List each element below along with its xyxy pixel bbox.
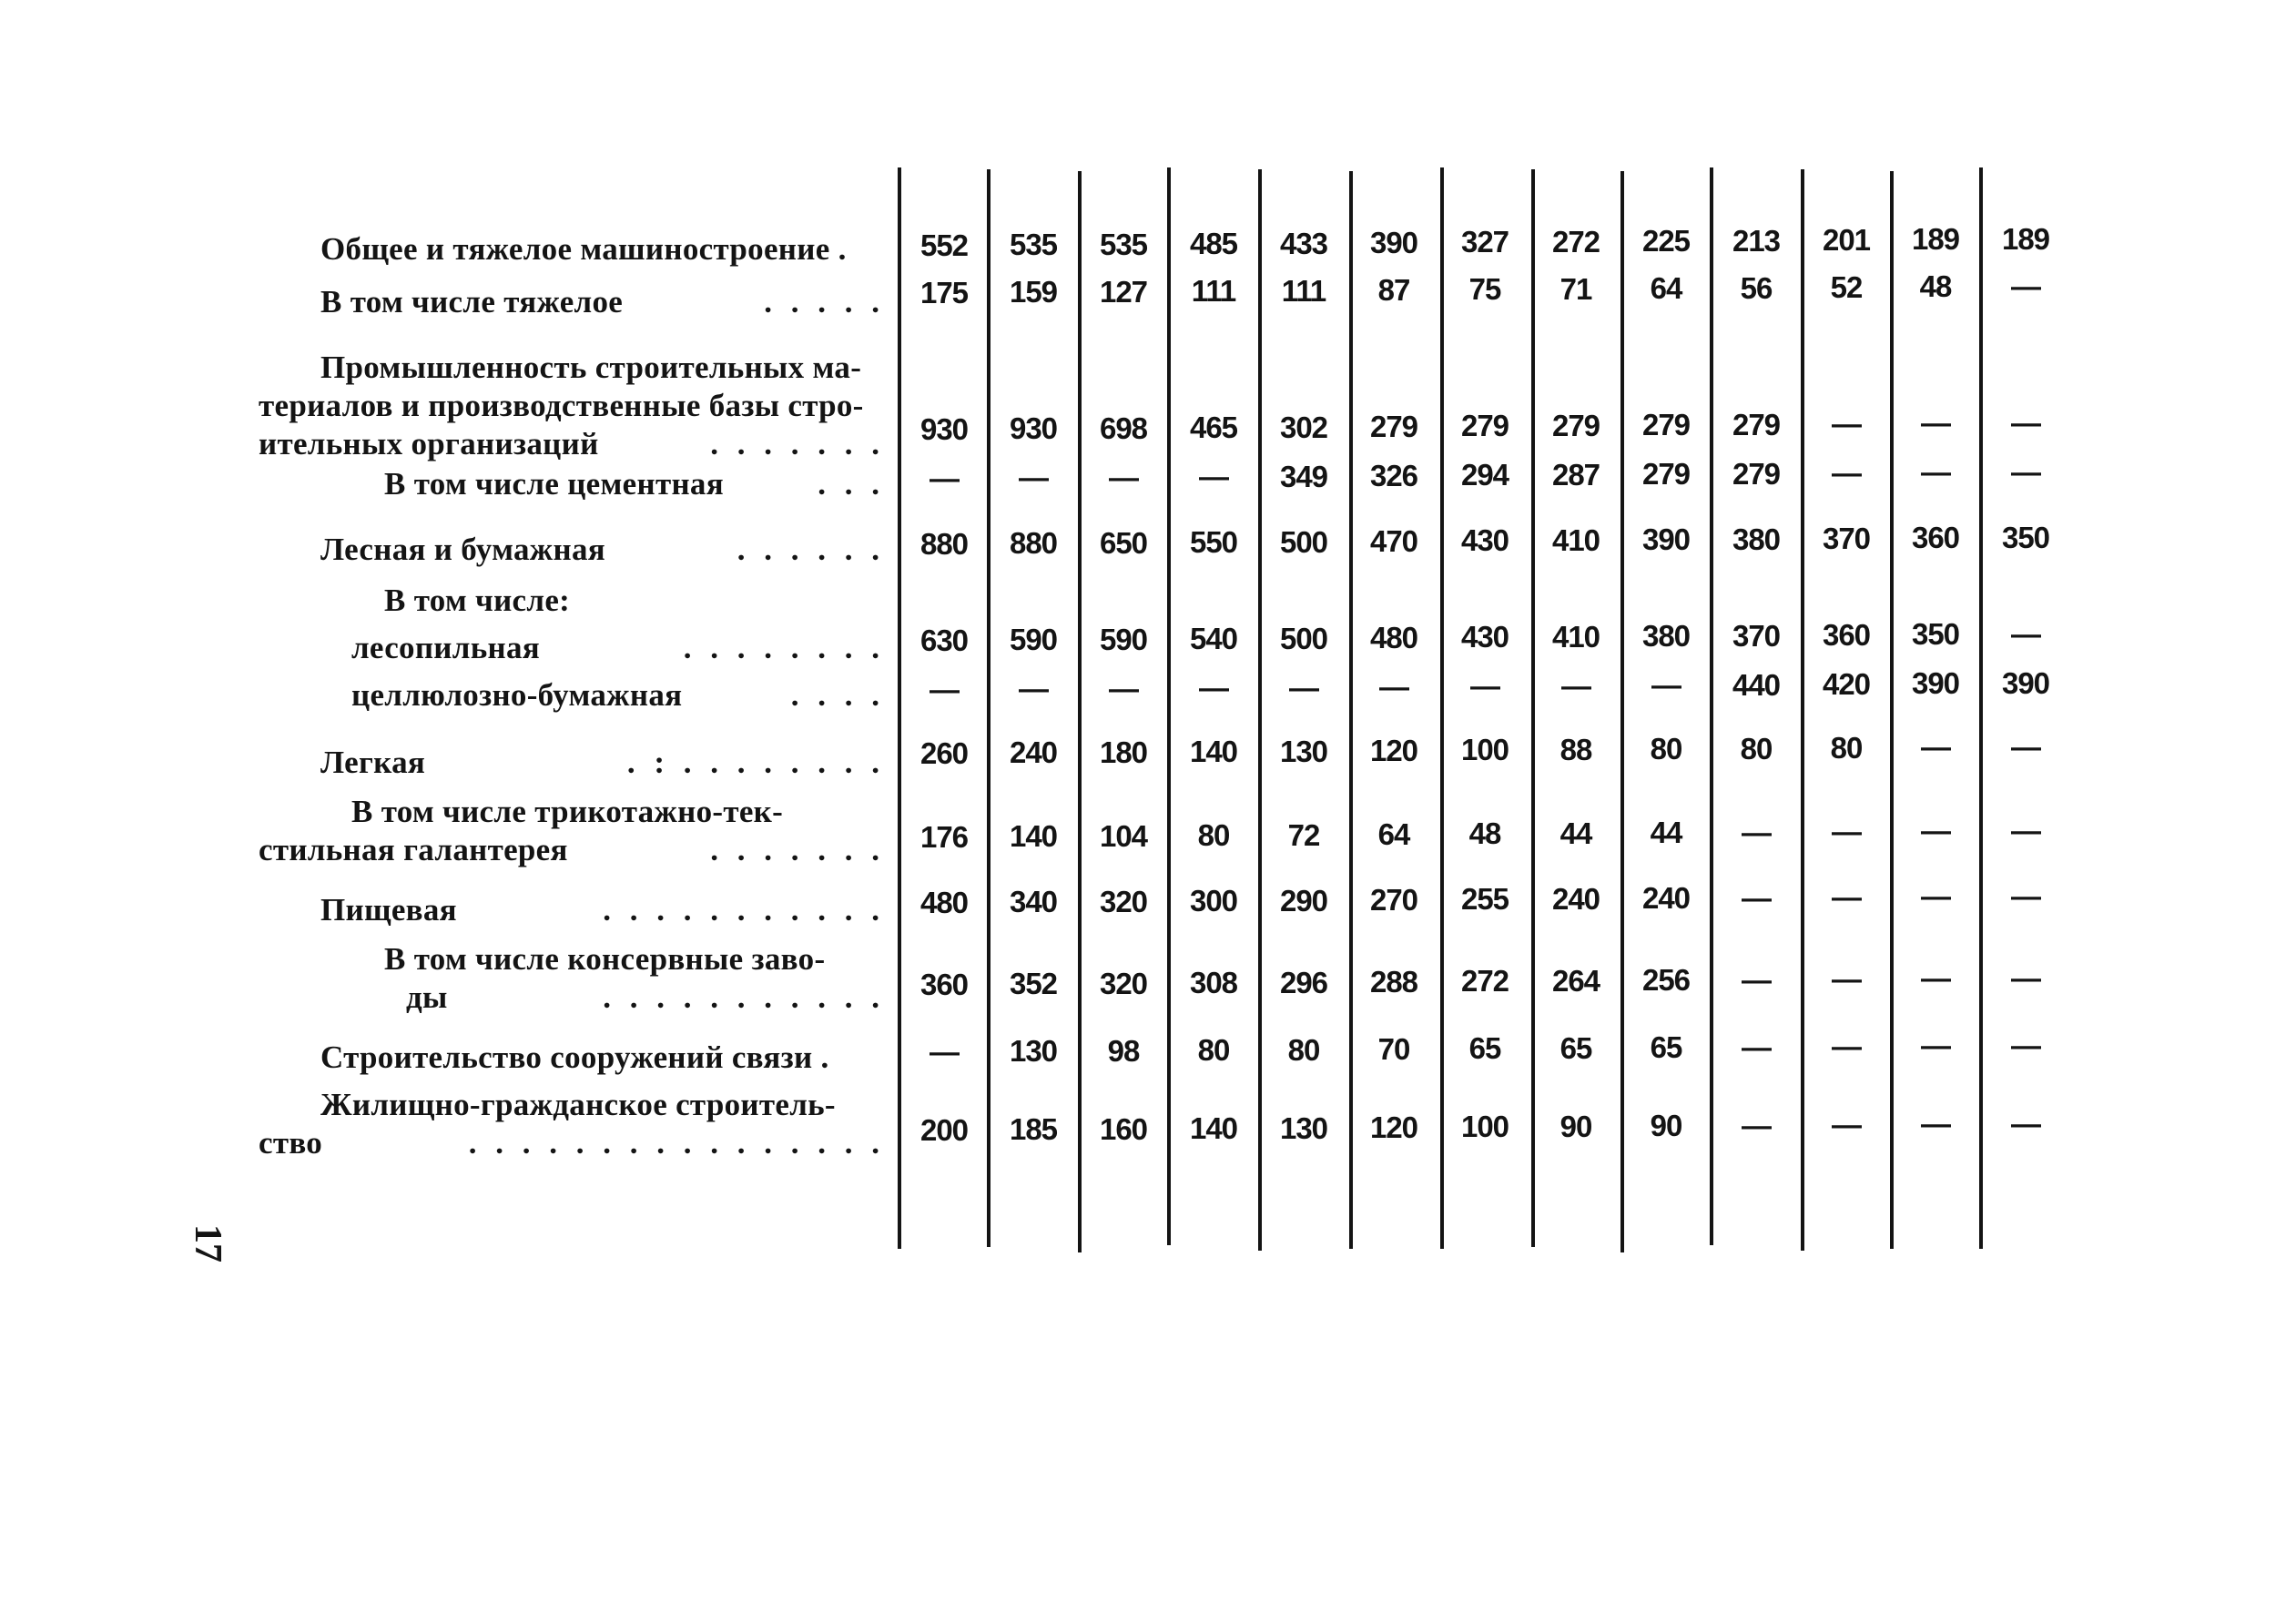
- cell-heavy-machinery-col-5: 433: [1279, 227, 1328, 260]
- cell-construction-materials-col-2: 930: [1009, 411, 1058, 445]
- cell-communications-col-3: 98: [1107, 1034, 1140, 1068]
- cell-heavy-machinery-col-9: 225: [1641, 224, 1691, 258]
- cell-communications-col-7: 65: [1468, 1031, 1501, 1065]
- cell-heavy-machinery-col-11: 201: [1822, 223, 1871, 257]
- cell-communications-col-4: 80: [1197, 1033, 1230, 1067]
- cell-canneries-col-13: —: [2011, 961, 2040, 995]
- cell-construction-materials-col-4: 465: [1189, 411, 1238, 444]
- row-label-food: Пищевая: [320, 892, 457, 928]
- cell-heavy-machinery-subset-col-10: 56: [1740, 271, 1773, 305]
- cell-knitwear-textile-col-1: 176: [919, 820, 969, 854]
- row-label-housing-line-2: ство: [259, 1125, 323, 1161]
- cell-sawmill-col-3: 590: [1099, 623, 1148, 656]
- row-label-light-industry: Легкая: [320, 745, 426, 780]
- dot-leader: . . . . . . .: [710, 832, 885, 867]
- cell-knitwear-textile-col-3: 104: [1099, 819, 1148, 853]
- cell-knitwear-textile-col-4: 80: [1197, 818, 1230, 852]
- column-rule: [1440, 167, 1444, 1249]
- cell-canneries-col-4: 308: [1189, 966, 1238, 999]
- cell-housing-col-8: 90: [1559, 1110, 1592, 1143]
- cell-cement-col-4: —: [1199, 460, 1228, 493]
- row-label-construction-materials-line-1: Промышленность строительных ма-: [320, 350, 862, 385]
- cell-forest-paper-col-7: 430: [1460, 523, 1509, 557]
- cell-heavy-machinery-col-7: 327: [1460, 225, 1509, 259]
- cell-forest-paper-col-6: 470: [1369, 524, 1418, 558]
- cell-communications-col-10: —: [1742, 1030, 1771, 1064]
- row-label-canneries-line-1: В том числе консервные заво-: [384, 941, 826, 977]
- cell-knitwear-textile-col-12: —: [1921, 814, 1950, 847]
- cell-communications-col-5: 80: [1287, 1033, 1320, 1067]
- dot-leader: . . . .: [790, 677, 885, 713]
- cell-cement-col-2: —: [1019, 461, 1048, 494]
- column-rule: [1078, 171, 1082, 1252]
- row-label-forest-paper-including: В том числе:: [384, 583, 571, 618]
- cell-heavy-machinery-subset-col-5: 111: [1281, 274, 1326, 308]
- column-rule: [1801, 169, 1804, 1251]
- cell-cement-col-12: —: [1921, 455, 1950, 489]
- cell-food-col-1: 480: [919, 886, 969, 919]
- cell-light-industry-col-8: 88: [1559, 733, 1592, 766]
- cell-cement-col-11: —: [1832, 456, 1861, 490]
- row-label-communications: Строительство сооружений связи .: [320, 1039, 829, 1075]
- cell-construction-materials-col-13: —: [2011, 406, 2040, 440]
- cell-communications-col-12: —: [1921, 1029, 1950, 1062]
- cell-forest-paper-col-4: 550: [1189, 525, 1238, 559]
- cell-food-col-8: 240: [1551, 882, 1600, 916]
- row-label-forest-paper: Лесная и бумажная: [320, 532, 605, 567]
- cell-canneries-col-12: —: [1921, 961, 1950, 995]
- cell-knitwear-textile-col-2: 140: [1009, 819, 1058, 853]
- cell-food-col-9: 240: [1641, 881, 1691, 915]
- cell-housing-col-6: 120: [1369, 1110, 1418, 1144]
- row-label-construction-materials-line-3: ительных организаций: [259, 426, 599, 461]
- cell-communications-col-6: 70: [1377, 1032, 1410, 1066]
- cell-construction-materials-col-3: 698: [1099, 411, 1148, 445]
- cell-pulp-paper-col-3: —: [1109, 672, 1138, 705]
- cell-cement-col-6: 326: [1369, 459, 1418, 492]
- cell-light-industry-col-5: 130: [1279, 735, 1328, 768]
- cell-food-col-11: —: [1832, 880, 1861, 914]
- cell-sawmill-col-6: 480: [1369, 621, 1418, 654]
- cell-light-industry-col-11: 80: [1830, 731, 1863, 765]
- cell-cement-col-13: —: [2011, 455, 2040, 489]
- cell-sawmill-col-4: 540: [1189, 622, 1238, 655]
- cell-cement-col-3: —: [1109, 461, 1138, 494]
- dot-leader: . . . . . .: [737, 532, 885, 567]
- cell-pulp-paper-col-2: —: [1019, 672, 1048, 705]
- cell-canneries-col-2: 352: [1009, 967, 1058, 1000]
- cell-cement-col-10: 279: [1732, 457, 1781, 491]
- cell-forest-paper-col-11: 370: [1822, 522, 1871, 555]
- cell-heavy-machinery-subset-col-7: 75: [1468, 272, 1501, 306]
- cell-heavy-machinery-col-13: 189: [2001, 222, 2050, 256]
- column-rule: [1620, 171, 1624, 1252]
- cell-light-industry-col-6: 120: [1369, 734, 1418, 767]
- cell-canneries-col-11: —: [1832, 962, 1861, 996]
- cell-sawmill-col-9: 380: [1641, 619, 1691, 653]
- cell-housing-col-10: —: [1742, 1109, 1771, 1142]
- cell-heavy-machinery-col-2: 535: [1009, 228, 1058, 261]
- column-rule: [1258, 169, 1262, 1251]
- cell-pulp-paper-col-13: 390: [2001, 666, 2050, 700]
- cell-forest-paper-col-5: 500: [1279, 525, 1328, 559]
- cell-sawmill-col-8: 410: [1551, 620, 1600, 654]
- cell-communications-col-11: —: [1832, 1029, 1861, 1063]
- cell-housing-col-12: —: [1921, 1107, 1950, 1141]
- cell-light-industry-col-2: 240: [1009, 735, 1058, 769]
- cell-food-col-7: 255: [1460, 882, 1509, 916]
- cell-heavy-machinery-subset-col-3: 127: [1099, 275, 1148, 309]
- row-label-knitwear-textile-line-1: В том числе трикотажно-тек-: [351, 794, 784, 829]
- cell-communications-col-13: —: [2011, 1029, 2040, 1062]
- cell-construction-materials-col-12: —: [1921, 406, 1950, 440]
- cell-canneries-col-1: 360: [919, 968, 969, 1001]
- cell-construction-materials-col-10: 279: [1732, 408, 1781, 441]
- cell-knitwear-textile-col-7: 48: [1468, 816, 1501, 850]
- cell-communications-col-9: 65: [1650, 1030, 1682, 1064]
- cell-food-col-4: 300: [1189, 884, 1238, 918]
- cell-heavy-machinery-col-10: 213: [1732, 224, 1781, 258]
- cell-knitwear-textile-col-10: —: [1742, 816, 1771, 849]
- cell-heavy-machinery-subset-col-6: 87: [1377, 273, 1410, 307]
- cell-canneries-col-7: 272: [1460, 964, 1509, 998]
- cell-sawmill-col-13: —: [2011, 617, 2040, 651]
- column-rule: [987, 169, 991, 1247]
- cell-food-col-5: 290: [1279, 884, 1328, 918]
- cell-food-col-10: —: [1742, 881, 1771, 915]
- cell-cement-col-7: 294: [1460, 458, 1509, 492]
- cell-communications-col-8: 65: [1559, 1031, 1592, 1065]
- cell-canneries-col-8: 264: [1551, 964, 1600, 998]
- cell-cement-col-5: 349: [1279, 460, 1328, 493]
- column-rule: [1890, 171, 1894, 1249]
- cell-food-col-3: 320: [1099, 885, 1148, 918]
- cell-construction-materials-col-6: 279: [1369, 410, 1418, 443]
- dot-leader: . . . . . . . . . . .: [603, 979, 885, 1015]
- cell-canneries-col-3: 320: [1099, 967, 1148, 1000]
- cell-light-industry-col-9: 80: [1650, 732, 1682, 766]
- column-rule: [1710, 167, 1713, 1245]
- dot-leader: . . . . . . . . . . . . . . . .: [468, 1125, 885, 1161]
- cell-heavy-machinery-subset-col-8: 71: [1559, 272, 1592, 306]
- dot-leader: . . . . . . . .: [683, 630, 885, 665]
- cell-forest-paper-col-1: 880: [919, 527, 969, 561]
- cell-communications-col-2: 130: [1009, 1034, 1058, 1068]
- column-rule: [1167, 167, 1171, 1245]
- row-label-pulp-paper: целлюлозно-бумажная: [351, 677, 683, 713]
- cell-light-industry-col-1: 260: [919, 736, 969, 770]
- cell-light-industry-col-13: —: [2011, 730, 2040, 764]
- cell-forest-paper-col-12: 360: [1911, 521, 1960, 554]
- cell-forest-paper-col-13: 350: [2001, 521, 2050, 554]
- cell-forest-paper-col-9: 390: [1641, 522, 1691, 556]
- cell-pulp-paper-col-10: 440: [1732, 668, 1781, 702]
- cell-heavy-machinery-subset-col-1: 175: [919, 276, 969, 309]
- cell-pulp-paper-col-1: —: [930, 673, 959, 706]
- cell-cement-col-1: —: [930, 461, 959, 495]
- cell-housing-col-11: —: [1832, 1108, 1861, 1141]
- dot-leader: . : . . . . . . . .: [626, 745, 885, 780]
- row-label-heavy-machinery-subset: В том числе тяжелое: [320, 284, 624, 319]
- cell-sawmill-col-5: 500: [1279, 622, 1328, 655]
- cell-sawmill-col-12: 350: [1911, 617, 1960, 651]
- cell-heavy-machinery-col-3: 535: [1099, 228, 1148, 261]
- cell-light-industry-col-10: 80: [1740, 732, 1773, 766]
- cell-pulp-paper-col-4: —: [1199, 671, 1228, 705]
- cell-knitwear-textile-col-8: 44: [1559, 816, 1592, 850]
- cell-pulp-paper-col-12: 390: [1911, 666, 1960, 700]
- row-label-knitwear-textile-line-2: стильная галантерея: [259, 832, 568, 867]
- cell-sawmill-col-7: 430: [1460, 620, 1509, 654]
- cell-food-col-12: —: [1921, 879, 1950, 913]
- cell-light-industry-col-7: 100: [1460, 733, 1509, 766]
- column-rule: [898, 167, 901, 1249]
- cell-forest-paper-col-10: 380: [1732, 522, 1781, 556]
- cell-housing-col-2: 185: [1009, 1112, 1058, 1146]
- cell-food-col-13: —: [2011, 879, 2040, 913]
- cell-construction-materials-col-9: 279: [1641, 408, 1691, 441]
- cell-heavy-machinery-subset-col-9: 64: [1650, 271, 1682, 305]
- cell-heavy-machinery-col-6: 390: [1369, 226, 1418, 259]
- cell-heavy-machinery-col-1: 552: [919, 228, 969, 262]
- cell-construction-materials-col-7: 279: [1460, 409, 1509, 442]
- cell-cement-col-9: 279: [1641, 457, 1691, 491]
- cell-knitwear-textile-col-6: 64: [1377, 817, 1410, 851]
- row-label-canneries-line-2: ды: [406, 979, 448, 1015]
- cell-pulp-paper-col-7: —: [1470, 669, 1499, 703]
- dot-leader: . . . . .: [764, 284, 885, 319]
- cell-heavy-machinery-subset-col-12: 48: [1919, 269, 1952, 303]
- cell-construction-materials-col-1: 930: [919, 412, 969, 446]
- row-label-heavy-machinery: Общее и тяжелое машиностроение .: [320, 231, 847, 267]
- cell-housing-col-4: 140: [1189, 1111, 1238, 1145]
- row-label-cement: В том числе цементная: [384, 466, 724, 502]
- cell-housing-col-13: —: [2011, 1107, 2040, 1141]
- cell-pulp-paper-col-6: —: [1379, 670, 1408, 704]
- cell-forest-paper-col-8: 410: [1551, 523, 1600, 557]
- cell-heavy-machinery-subset-col-13: —: [2011, 269, 2040, 303]
- dot-leader: . . . . . . . . . . .: [603, 892, 885, 928]
- cell-construction-materials-col-11: —: [1832, 407, 1861, 441]
- cell-housing-col-1: 200: [919, 1113, 969, 1147]
- cell-canneries-col-9: 256: [1641, 963, 1691, 997]
- cell-light-industry-col-4: 140: [1189, 735, 1238, 768]
- cell-pulp-paper-col-5: —: [1289, 671, 1318, 705]
- cell-sawmill-col-2: 590: [1009, 623, 1058, 656]
- cell-sawmill-col-11: 360: [1822, 618, 1871, 652]
- cell-construction-materials-col-8: 279: [1551, 409, 1600, 442]
- column-rule: [1531, 169, 1535, 1247]
- cell-pulp-paper-col-9: —: [1651, 668, 1681, 702]
- cell-knitwear-textile-col-9: 44: [1650, 816, 1682, 849]
- cell-housing-col-7: 100: [1460, 1110, 1509, 1143]
- row-label-housing-line-1: Жилищно-гражданское строитель-: [320, 1087, 836, 1122]
- cell-knitwear-textile-col-11: —: [1832, 815, 1861, 848]
- row-label-construction-materials-line-2: териалов и производственные базы стро-: [259, 388, 864, 423]
- cell-light-industry-col-12: —: [1921, 730, 1950, 764]
- page-number: 17: [187, 1224, 229, 1262]
- cell-knitwear-textile-col-5: 72: [1287, 818, 1320, 852]
- cell-heavy-machinery-subset-col-4: 111: [1191, 274, 1236, 308]
- cell-canneries-col-10: —: [1742, 963, 1771, 997]
- cell-forest-paper-col-2: 880: [1009, 526, 1058, 560]
- cell-housing-col-3: 160: [1099, 1112, 1148, 1146]
- cell-food-col-6: 270: [1369, 883, 1418, 917]
- dot-leader: . . . . . . .: [710, 426, 885, 461]
- cell-light-industry-col-3: 180: [1099, 735, 1148, 769]
- cell-housing-col-5: 130: [1279, 1111, 1328, 1145]
- column-rule: [1979, 167, 1983, 1249]
- cell-canneries-col-5: 296: [1279, 966, 1328, 999]
- cell-food-col-2: 340: [1009, 885, 1058, 918]
- cell-construction-materials-col-5: 302: [1279, 411, 1328, 444]
- cell-heavy-machinery-col-8: 272: [1551, 225, 1600, 259]
- cell-heavy-machinery-subset-col-11: 52: [1830, 270, 1863, 304]
- cell-heavy-machinery-col-12: 189: [1911, 222, 1960, 256]
- cell-sawmill-col-1: 630: [919, 624, 969, 657]
- cell-heavy-machinery-subset-col-2: 159: [1009, 275, 1058, 309]
- cell-sawmill-col-10: 370: [1732, 619, 1781, 653]
- cell-housing-col-9: 90: [1650, 1109, 1682, 1142]
- cell-heavy-machinery-col-4: 485: [1189, 227, 1238, 260]
- cell-forest-paper-col-3: 650: [1099, 526, 1148, 560]
- dot-leader: . . .: [818, 466, 885, 502]
- cell-pulp-paper-col-11: 420: [1822, 667, 1871, 701]
- cell-cement-col-8: 287: [1551, 458, 1600, 492]
- cell-knitwear-textile-col-13: —: [2011, 814, 2040, 847]
- column-rule: [1349, 171, 1353, 1249]
- row-label-sawmill: лесопильная: [351, 630, 541, 665]
- cell-communications-col-1: —: [930, 1035, 959, 1069]
- cell-pulp-paper-col-8: —: [1561, 669, 1590, 703]
- cell-canneries-col-6: 288: [1369, 965, 1418, 999]
